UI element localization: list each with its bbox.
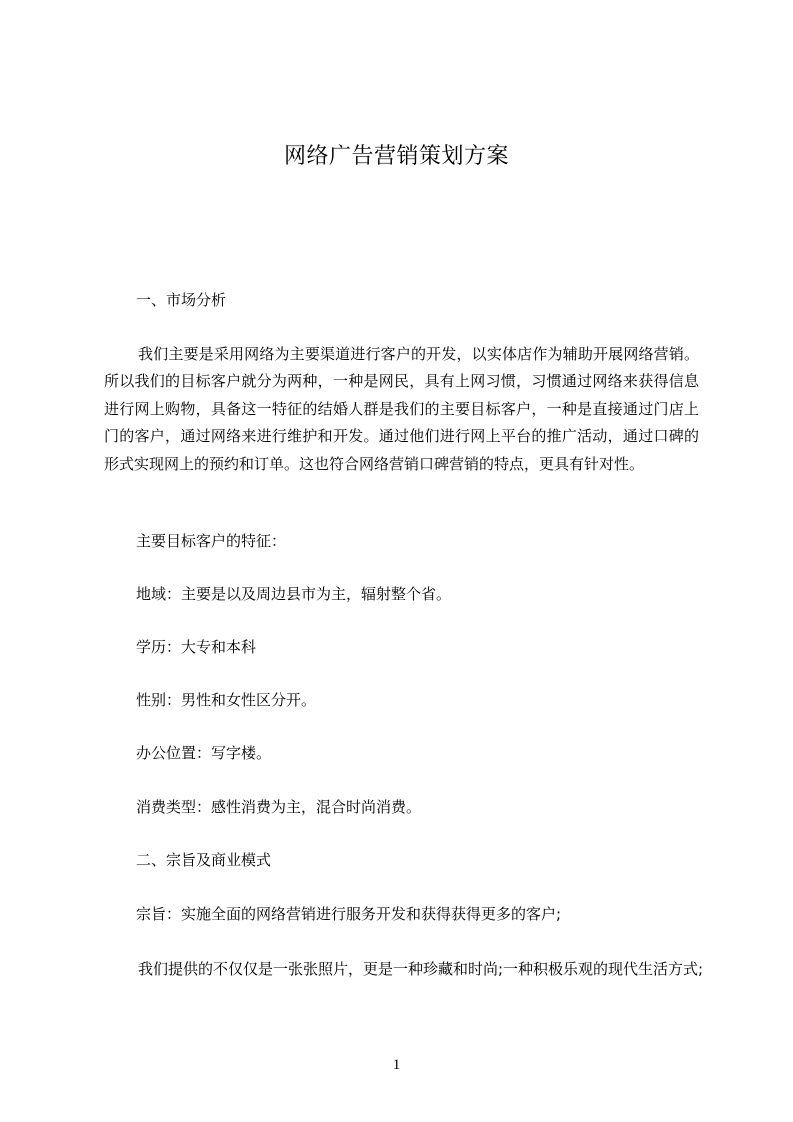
- target-customer-heading: 主要目标客户的特征：: [136, 532, 287, 550]
- feature-gender: 性别：男性和女性区分开。: [136, 691, 317, 709]
- market-analysis-paragraph: 我们主要是采用网络为主要渠道进行客户的开发，以实体店作为辅助开展网络营销。所以我们的目标客户就分为两种，一种是网民，具有上网习惯，习惯通过网络来获得信息进行网上购物，具备这一特征的结婚人群是我们的主要目标客户，一种是直接通过门店上门的客户，通过网络来进行维护和开发。通过他们进行网上平台的推广活动，通过口碑的形式实现网上的预约和订单。这也符合网络营销口碑营销的特点，更具有针对性。: [104, 345, 699, 473]
- feature-education: 学历：大专和本科: [136, 638, 257, 656]
- section-heading-market-analysis: 一、市场分析: [136, 291, 227, 309]
- feature-region: 地域：主要是以及周边县市为主，辐射整个省。: [136, 585, 452, 603]
- offer-paragraph: 我们提供的不仅仅是一张张照片，更是一种珍藏和时尚;一种积极乐观的现代生活方式;: [138, 960, 704, 978]
- document-title: 网络广告营销策划方案: [283, 144, 509, 169]
- purpose-line: 宗旨：实施全面的网络营销进行服务开发和获得获得更多的客户;: [136, 905, 562, 923]
- feature-consumption-type: 消费类型：感性消费为主，混合时尚消费。: [136, 798, 422, 816]
- page-number: 1: [392, 1057, 401, 1073]
- feature-office-location: 办公位置：写字楼。: [136, 744, 272, 762]
- section-heading-purpose-business-model: 二、宗旨及商业模式: [136, 851, 272, 869]
